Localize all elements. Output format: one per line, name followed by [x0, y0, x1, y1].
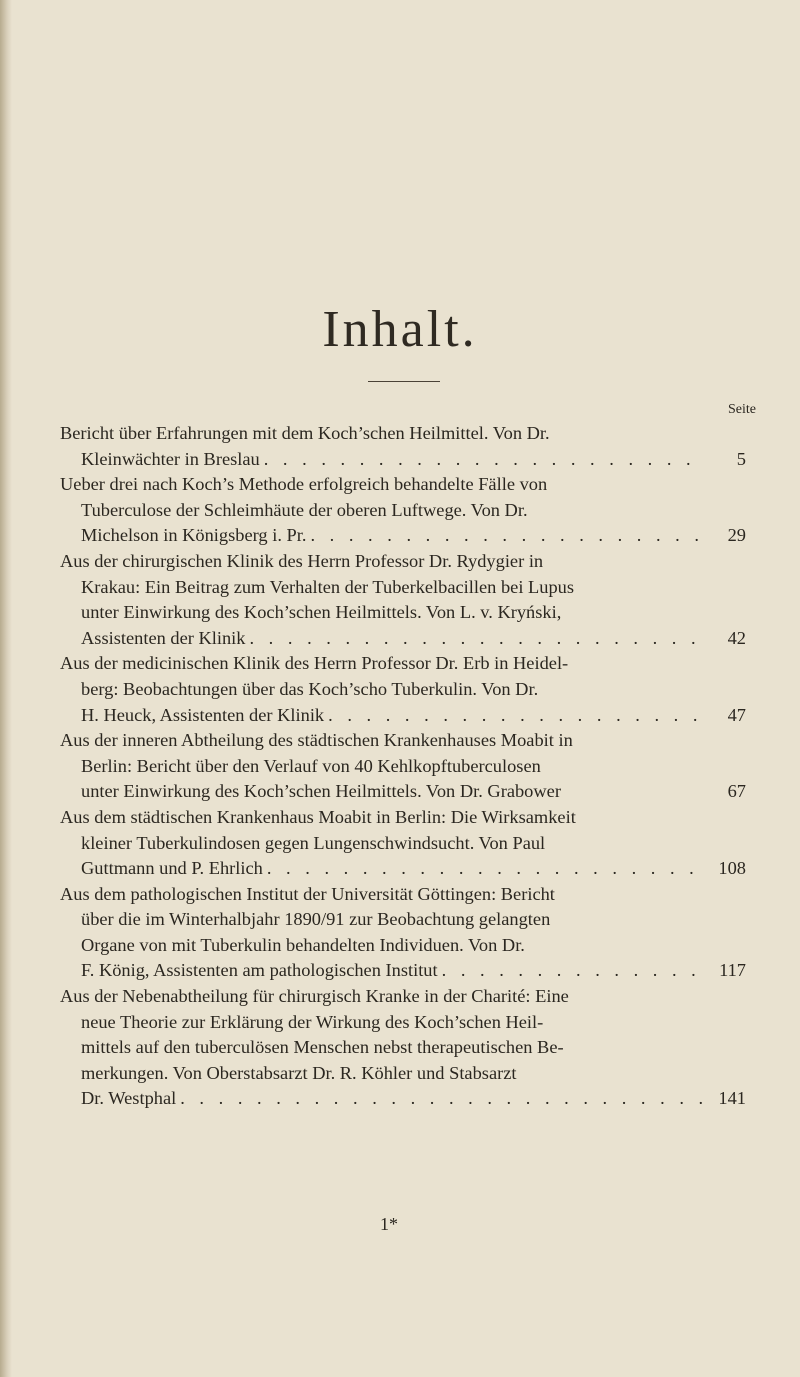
toc-entry-last-line — [60, 626, 746, 652]
toc-entry-author-line: Assistenten der Klinik — [81, 627, 246, 648]
page-column-label: Seite — [728, 402, 756, 417]
toc-entry-author-line: unter Einwirkung des Koch’schen Heilmittels. Von Dr. Grabower — [81, 781, 561, 802]
toc-entry-last-line — [60, 856, 746, 882]
toc-entry-last-line — [60, 523, 746, 549]
toc-entry-last-line — [60, 779, 746, 805]
table-of-contents — [60, 421, 746, 1112]
toc-entry — [60, 472, 746, 549]
toc-page-number: 141 — [718, 1088, 746, 1109]
toc-entry — [60, 651, 746, 728]
toc-entry-author-line: Dr. Westphal — [81, 1088, 177, 1109]
toc-entry-line: unter Einwirkung des Koch’schen Heilmittels. Von L. v. Kryński, — [81, 602, 562, 623]
toc-page-number: 5 — [736, 448, 746, 469]
dot-leader — [245, 626, 702, 652]
toc-entry-line: Aus der inneren Abtheilung des städtischen Krankenhauses Moabit in — [60, 730, 573, 751]
toc-page-number: 108 — [718, 858, 746, 879]
toc-entry-last-line — [60, 1086, 746, 1112]
toc-entry-line: Bericht über Erfahrungen mit dem Koch’schen Heilmittel. Von Dr. — [60, 423, 550, 443]
dot-leader — [176, 1086, 702, 1112]
toc-page-number: 47 — [727, 704, 746, 725]
toc-entry-line: Aus der Nebenabtheilung für chirurgisch Kranke in der Charité: Eine — [60, 986, 569, 1007]
signature-mark: 1* — [380, 1214, 398, 1234]
toc-entry — [60, 882, 746, 984]
page-title: Inhalt. — [322, 301, 478, 358]
title-divider — [368, 381, 440, 382]
toc-page-number: 29 — [727, 525, 746, 546]
toc-entry-line: Tuberculose der Schleimhäute der oberen Luftwege. Von Dr. — [81, 499, 528, 520]
toc-entry-author-line: H. Heuck, Assistenten der Klinik — [81, 704, 325, 725]
dot-leader — [263, 856, 702, 882]
dot-leader — [438, 958, 702, 984]
toc-entry-line: Berlin: Bericht über den Verlauf von 40 Kehlkopftuberculosen — [81, 755, 541, 776]
toc-entry-line: Aus der chirurgischen Klinik des Herrn Professor Dr. Rydygier in — [60, 550, 544, 571]
toc-entry — [60, 984, 746, 1112]
dot-leader — [260, 447, 702, 473]
page-edge-shadow — [0, 0, 12, 1377]
toc-page-number: 42 — [727, 627, 746, 648]
toc-entry-line: Aus dem pathologischen Institut der Universität Göttingen: Bericht — [60, 883, 555, 904]
dot-leader — [561, 779, 702, 805]
dot-leader — [324, 703, 702, 729]
toc-page-number: 117 — [719, 960, 746, 981]
toc-entry-author-line: Guttmann und P. Ehrlich — [81, 858, 263, 879]
toc-entry-line: Organe von mit Tuberkulin behandelten Individuen. Von Dr. — [81, 934, 525, 955]
toc-entry-author-line: Michelson in Königsberg i. Pr. — [81, 525, 307, 546]
toc-entry-last-line — [60, 703, 746, 729]
toc-entry-line: mittels auf den tuberculösen Menschen nebst therapeutischen Be- — [81, 1037, 564, 1058]
toc-entry-line: Aus dem städtischen Krankenhaus Moabit in Berlin: Die Wirksamkeit — [60, 806, 576, 827]
toc-entry-line: merkungen. Von Oberstabsarzt Dr. R. Köhler und Stabsarzt — [81, 1062, 517, 1083]
toc-entry — [60, 728, 746, 805]
toc-entry — [60, 421, 746, 472]
toc-entry-line: neue Theorie zur Erklärung der Wirkung des Koch’schen Heil- — [81, 1011, 544, 1032]
toc-entry-line: kleiner Tuberkulindosen gegen Lungenschwindsucht. Von Paul — [81, 832, 546, 853]
toc-entry — [60, 805, 746, 882]
toc-entry-last-line — [60, 958, 746, 984]
toc-entry-last-line — [60, 447, 746, 473]
toc-entry-line: Ueber drei nach Koch’s Methode erfolgreich behandelte Fälle von — [60, 474, 548, 495]
toc-entry — [60, 549, 746, 651]
toc-entry-line: Aus der medicinischen Klinik des Herrn Professor Dr. Erb in Heidel- — [60, 653, 569, 674]
toc-page-number: 67 — [727, 781, 746, 802]
dot-leader — [306, 523, 702, 549]
toc-entry-author-line: Kleinwächter in Breslau — [81, 448, 260, 469]
toc-entry-line: berg: Beobachtungen über das Koch’scho Tuberkulin. Von Dr. — [81, 678, 539, 699]
toc-entry-line: Krakau: Ein Beitrag zum Verhalten der Tuberkelbacillen bei Lupus — [81, 576, 575, 597]
toc-entry-line: über die im Winterhalbjahr 1890/91 zur Beobachtung gelangten — [81, 909, 551, 930]
toc-entry-author-line: F. König, Assistenten am pathologischen Institut — [81, 960, 438, 981]
